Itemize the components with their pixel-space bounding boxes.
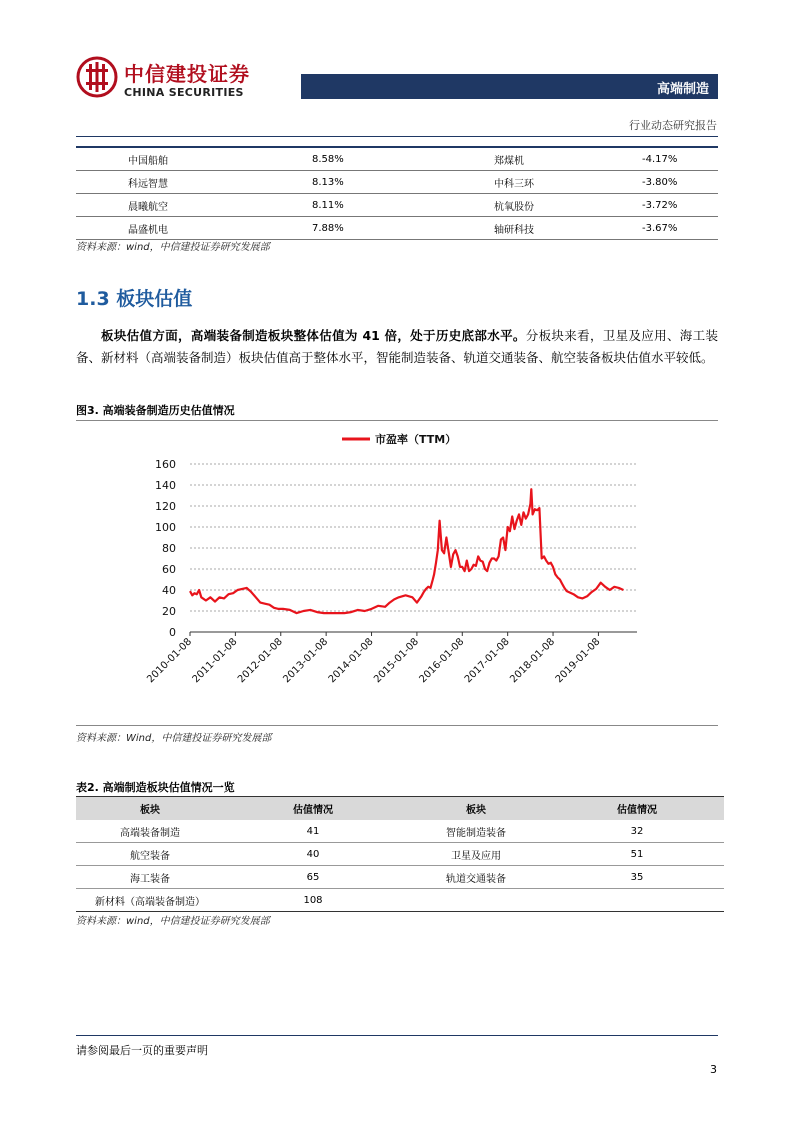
stock-name-cell: 晨曦航空 (76, 194, 302, 217)
table-row (76, 843, 724, 866)
valuation-cell: 32 (550, 820, 724, 843)
valuation-cell: 40 (224, 843, 402, 866)
valuation-cell: 108 (303, 894, 323, 906)
figure-caption: 图3. 高端装备制造历史估值情况 (76, 404, 235, 417)
figure-caption-rule (76, 420, 718, 421)
y-tick-label: 120 (155, 500, 176, 513)
header-divider (76, 136, 718, 137)
stock-name-cell: 科远智慧 (76, 171, 302, 194)
stock-name-cell: 中科三环 (454, 171, 624, 194)
figure-source: 资料来源：Wind，中信建投证券研究发展部 (76, 733, 272, 744)
legend-label: 市盈率（TTM） (375, 433, 457, 446)
x-tick-label: 2019-01-08 (553, 636, 603, 686)
change-pct-cell: -3.72% (624, 194, 718, 217)
valuation-cell: 41 (224, 820, 402, 843)
sector-name-cell: 新材料（高端装备制造） (95, 896, 205, 908)
brand-name-cn: 中信建投证券 (124, 62, 250, 86)
section-heading: 1.3 板块估值 (76, 288, 193, 310)
table-row (76, 217, 718, 240)
table2-source: 资料来源：wind，中信建投证券研究发展部 (76, 916, 270, 927)
valuation-cell: 65 (224, 866, 402, 889)
change-pct-cell: -3.67% (624, 217, 718, 240)
page-number: 3 (710, 1063, 717, 1076)
y-tick-label: 80 (162, 542, 176, 555)
body-paragraph (76, 325, 718, 369)
disclaimer-note: 请参阅最后一页的重要声明 (76, 1044, 208, 1057)
table-row (76, 171, 718, 194)
table-row (76, 147, 718, 171)
change-pct-cell: 8.58% (302, 147, 454, 171)
x-tick-label: 2011-01-08 (190, 636, 240, 686)
stock-name-cell: 晶盛机电 (76, 217, 302, 240)
table-source: 资料来源：wind，中信建投证券研究发展部 (76, 242, 270, 253)
y-tick-label: 60 (162, 563, 176, 576)
table-row (76, 194, 718, 217)
x-tick-label: 2013-01-08 (281, 636, 331, 686)
column-header: 估值情况 (224, 797, 402, 821)
change-pct-cell: 7.88% (302, 217, 454, 240)
change-pct-cell: 8.13% (302, 171, 454, 194)
change-pct-cell: -3.80% (624, 171, 718, 194)
brand-name-en: CHINA SECURITIES (124, 86, 244, 99)
table-row (76, 820, 724, 843)
y-tick-label: 140 (155, 479, 176, 492)
stock-name-cell: 杭氧股份 (454, 194, 624, 217)
stock-name-cell: 中国船舶 (76, 147, 302, 171)
y-tick-label: 40 (162, 584, 176, 597)
change-pct-cell: -4.17% (624, 147, 718, 171)
y-tick-label: 160 (155, 458, 176, 471)
x-tick-label: 2010-01-08 (145, 636, 195, 686)
stock-name-cell: 轴研科技 (454, 217, 624, 240)
gainers-losers-table (76, 146, 718, 240)
valuation-table (76, 796, 724, 912)
change-pct-cell: 8.11% (302, 194, 454, 217)
x-tick-label: 2012-01-08 (236, 636, 285, 686)
sector-name-cell: 航空装备 (76, 843, 224, 866)
footer-divider (76, 1035, 718, 1036)
sector-name-cell (402, 889, 550, 912)
figure-bottom-rule (76, 725, 718, 726)
section-tag: 高端制造 (656, 82, 709, 97)
header-bar (301, 74, 718, 99)
pe-ratio-chart (130, 426, 650, 722)
table-row (76, 889, 724, 912)
x-tick-label: 2014-01-08 (326, 636, 376, 686)
x-tick-label: 2015-01-08 (372, 636, 422, 686)
report-type: 行业动态研究报告 (629, 119, 717, 132)
y-tick-label: 100 (155, 521, 176, 534)
company-logo-icon (76, 56, 118, 98)
y-tick-label: 0 (169, 626, 176, 639)
paragraph-emphasis: 板块估值方面，高端装备制造板块整体估值为 41 倍，处于历史底部水平。 (101, 328, 526, 343)
sector-name-cell: 海工装备 (76, 866, 224, 889)
sector-name-cell: 轨道交通装备 (402, 866, 550, 889)
column-header: 板块 (402, 797, 550, 821)
column-header: 板块 (76, 797, 224, 821)
y-tick-label: 20 (162, 605, 176, 618)
sector-name-cell: 卫星及应用 (402, 843, 550, 866)
series-line (190, 489, 623, 613)
paragraph-text: 分板块来看，卫星及应用、海工装备、新材料（高端装备制造）板块估值高于整体水平，智能制造装备、轨道交通装备、航空装备板块估值水平较低。 (76, 328, 718, 365)
stock-name-cell: 郑煤机 (454, 147, 624, 171)
x-tick-label: 2018-01-08 (508, 636, 558, 686)
table-caption: 表2. 高端制造板块估值情况一览 (76, 781, 235, 794)
sector-name-cell: 高端装备制造 (76, 820, 224, 843)
table-row (76, 866, 724, 889)
valuation-cell: 51 (550, 843, 724, 866)
sector-name-cell: 智能制造装备 (402, 820, 550, 843)
x-tick-label: 2016-01-08 (417, 636, 467, 686)
x-tick-label: 2017-01-08 (462, 636, 512, 686)
column-header: 估值情况 (550, 797, 724, 821)
valuation-cell: 35 (550, 866, 724, 889)
valuation-cell (550, 889, 724, 912)
